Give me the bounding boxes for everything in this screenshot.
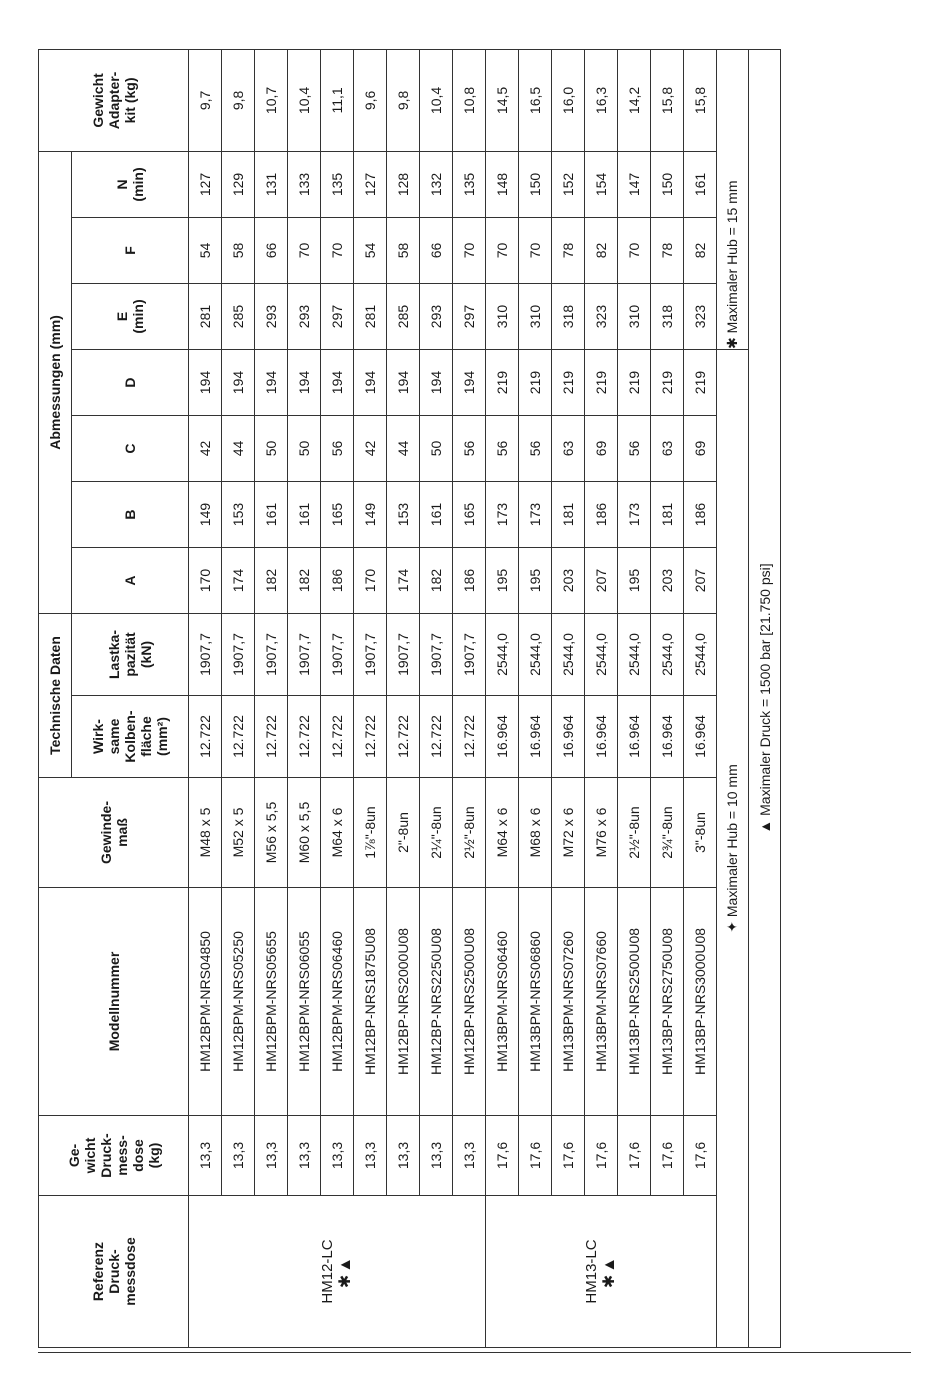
dim-a: 207 (585, 548, 618, 614)
kit-weight: 9,7 (189, 49, 222, 151)
cell-weight: 17,6 (618, 1116, 651, 1196)
dim-b: 161 (288, 482, 321, 548)
thread-size: M64 x 6 (486, 778, 519, 888)
model-number: HM13BP-NRS2500U08 (618, 888, 651, 1116)
cell-weight: 13,3 (288, 1116, 321, 1196)
kit-weight: 9,6 (354, 49, 387, 151)
dim-c: 56 (321, 416, 354, 482)
table-row (651, 49, 684, 1347)
dim-d: 194 (354, 350, 387, 416)
piston-area: 16.964 (486, 696, 519, 778)
header-e: E (min) (72, 284, 189, 350)
table-row (486, 49, 519, 1347)
dim-n: 129 (222, 151, 255, 217)
dim-d: 219 (585, 350, 618, 416)
dim-c: 42 (354, 416, 387, 482)
dim-a: 174 (222, 548, 255, 614)
dim-d: 194 (420, 350, 453, 416)
dim-f: 66 (255, 218, 288, 284)
footnote-pressure: ▲ Maximaler Druck = 1500 bar [21.750 psi] (749, 49, 781, 1347)
load-capacity: 1907,7 (453, 614, 486, 696)
dim-b: 165 (321, 482, 354, 548)
kit-weight: 10,4 (288, 49, 321, 151)
load-capacity: 1907,7 (387, 614, 420, 696)
dim-b: 153 (387, 482, 420, 548)
dim-e: 310 (486, 284, 519, 350)
dim-d: 219 (684, 350, 717, 416)
dim-d: 194 (321, 350, 354, 416)
thread-size: 2½"-8un (618, 778, 651, 888)
footnote-row-2 (749, 49, 781, 1347)
thread-size: 2¼"-8un (420, 778, 453, 888)
header-ref: Referenz Druck- messdose (39, 1196, 189, 1348)
cell-weight: 17,6 (552, 1116, 585, 1196)
dim-c: 69 (684, 416, 717, 482)
thread-size: 3"-8un (684, 778, 717, 888)
dim-b: 173 (618, 482, 651, 548)
group-name: HM13-LC (583, 1239, 600, 1304)
dim-n: 133 (288, 151, 321, 217)
dim-f: 70 (288, 218, 321, 284)
table-row (585, 49, 618, 1347)
header-c: C (72, 416, 189, 482)
header-thread: Gewinde- maß (39, 778, 189, 888)
dim-a: 195 (519, 548, 552, 614)
dim-c: 50 (288, 416, 321, 482)
group-name: HM12-LC (319, 1239, 336, 1304)
cell-weight: 13,3 (321, 1116, 354, 1196)
load-capacity: 1907,7 (288, 614, 321, 696)
dim-e: 297 (453, 284, 486, 350)
header-a: A (72, 548, 189, 614)
load-capacity: 2544,0 (486, 614, 519, 696)
load-capacity: 2544,0 (552, 614, 585, 696)
dim-d: 194 (222, 350, 255, 416)
dim-f: 54 (189, 218, 222, 284)
dim-e: 297 (321, 284, 354, 350)
piston-area: 12.722 (255, 696, 288, 778)
group-label (486, 1196, 717, 1348)
dim-f: 78 (552, 218, 585, 284)
load-capacity: 1907,7 (222, 614, 255, 696)
dim-a: 182 (255, 548, 288, 614)
dim-f: 70 (618, 218, 651, 284)
table-row (222, 49, 255, 1347)
dim-e: 323 (684, 284, 717, 350)
dim-c: 63 (552, 416, 585, 482)
header-b: B (72, 482, 189, 548)
dim-f: 70 (321, 218, 354, 284)
dim-d: 219 (618, 350, 651, 416)
cell-weight: 13,3 (354, 1116, 387, 1196)
dim-f: 82 (684, 218, 717, 284)
thread-size: M76 x 6 (585, 778, 618, 888)
kit-weight: 10,4 (420, 49, 453, 151)
header-model: Modellnummer (39, 888, 189, 1116)
piston-area: 16.964 (519, 696, 552, 778)
piston-area: 12.722 (354, 696, 387, 778)
dim-d: 194 (255, 350, 288, 416)
dim-f: 58 (222, 218, 255, 284)
dim-n: 131 (255, 151, 288, 217)
dim-e: 293 (255, 284, 288, 350)
model-number: HM12BP-NRS2000U08 (387, 888, 420, 1116)
load-capacity: 1907,7 (354, 614, 387, 696)
thread-size: M72 x 6 (552, 778, 585, 888)
dim-c: 63 (651, 416, 684, 482)
model-number: HM12BPM-NRS06460 (321, 888, 354, 1116)
dim-d: 194 (387, 350, 420, 416)
piston-area: 16.964 (684, 696, 717, 778)
dim-n: 127 (354, 151, 387, 217)
cell-weight: 13,3 (189, 1116, 222, 1196)
header-area: Wirk- same Kolben- fläche (mm²) (72, 696, 189, 778)
load-capacity: 2544,0 (684, 614, 717, 696)
model-number: HM12BP-NRS1875U08 (354, 888, 387, 1116)
table-body (189, 49, 717, 1347)
thread-size: M56 x 5,5 (255, 778, 288, 888)
dim-b: 149 (354, 482, 387, 548)
dim-a: 203 (651, 548, 684, 614)
dim-d: 219 (552, 350, 585, 416)
dim-e: 310 (519, 284, 552, 350)
dim-f: 58 (387, 218, 420, 284)
table-row (288, 49, 321, 1347)
dim-c: 56 (519, 416, 552, 482)
rotated-table-wrapper (38, 50, 798, 1348)
thread-size: 2½"-8un (453, 778, 486, 888)
cell-weight: 13,3 (387, 1116, 420, 1196)
header-n: N (min) (72, 151, 189, 217)
model-number: HM13BP-NRS2750U08 (651, 888, 684, 1116)
cell-weight: 17,6 (519, 1116, 552, 1196)
dim-b: 173 (486, 482, 519, 548)
dim-d: 194 (288, 350, 321, 416)
thread-size: M68 x 6 (519, 778, 552, 888)
dim-e: 285 (222, 284, 255, 350)
model-number: HM12BPM-NRS05250 (222, 888, 255, 1116)
dim-b: 165 (453, 482, 486, 548)
table-row (420, 49, 453, 1347)
kit-weight: 15,8 (651, 49, 684, 151)
cell-weight: 13,3 (420, 1116, 453, 1196)
table-row (387, 49, 420, 1347)
table-row (519, 49, 552, 1347)
dim-n: 150 (519, 151, 552, 217)
table-row (684, 49, 717, 1347)
dim-e: 323 (585, 284, 618, 350)
dim-c: 56 (453, 416, 486, 482)
dim-c: 42 (189, 416, 222, 482)
dim-c: 50 (255, 416, 288, 482)
dim-a: 182 (288, 548, 321, 614)
dim-c: 44 (222, 416, 255, 482)
dim-e: 293 (420, 284, 453, 350)
model-number: HM13BPM-NRS06860 (519, 888, 552, 1116)
model-number: HM13BP-NRS3000U08 (684, 888, 717, 1116)
dim-n: 152 (552, 151, 585, 217)
dim-a: 182 (420, 548, 453, 614)
dim-b: 181 (552, 482, 585, 548)
dim-n: 128 (387, 151, 420, 217)
header-d: D (72, 350, 189, 416)
table-row (189, 49, 222, 1347)
dim-f: 70 (453, 218, 486, 284)
dim-b: 173 (519, 482, 552, 548)
load-capacity: 1907,7 (255, 614, 288, 696)
dim-n: 148 (486, 151, 519, 217)
load-capacity: 1907,7 (420, 614, 453, 696)
dim-b: 186 (585, 482, 618, 548)
dim-b: 181 (651, 482, 684, 548)
cell-weight: 13,3 (222, 1116, 255, 1196)
header-f: F (72, 218, 189, 284)
model-number: HM12BP-NRS2500U08 (453, 888, 486, 1116)
cell-weight: 13,3 (453, 1116, 486, 1196)
table-row (255, 49, 288, 1347)
model-number: HM12BPM-NRS05655 (255, 888, 288, 1116)
dim-d: 219 (651, 350, 684, 416)
footnote-hub-15: ✱ Maximaler Hub = 15 mm (717, 49, 749, 349)
thread-size: 1⅞"-8un (354, 778, 387, 888)
dim-b: 153 (222, 482, 255, 548)
dim-n: 127 (189, 151, 222, 217)
dim-e: 281 (189, 284, 222, 350)
dim-a: 174 (387, 548, 420, 614)
dim-a: 207 (684, 548, 717, 614)
dim-f: 54 (354, 218, 387, 284)
load-capacity: 2544,0 (618, 614, 651, 696)
piston-area: 12.722 (420, 696, 453, 778)
piston-area: 12.722 (288, 696, 321, 778)
bottom-rule (38, 1352, 911, 1353)
dim-a: 195 (618, 548, 651, 614)
dim-e: 318 (651, 284, 684, 350)
kit-weight: 9,8 (222, 49, 255, 151)
dim-f: 78 (651, 218, 684, 284)
kit-weight: 14,2 (618, 49, 651, 151)
piston-area: 12.722 (387, 696, 420, 778)
dim-d: 194 (189, 350, 222, 416)
dim-d: 219 (519, 350, 552, 416)
dim-n: 132 (420, 151, 453, 217)
kit-weight: 10,8 (453, 49, 486, 151)
model-number: HM13BPM-NRS06460 (486, 888, 519, 1116)
dim-e: 318 (552, 284, 585, 350)
thread-size: M64 x 6 (321, 778, 354, 888)
cell-weight: 13,3 (255, 1116, 288, 1196)
dim-a: 195 (486, 548, 519, 614)
load-capacity: 2544,0 (651, 614, 684, 696)
dim-n: 147 (618, 151, 651, 217)
kit-weight: 9,8 (387, 49, 420, 151)
dim-a: 186 (321, 548, 354, 614)
dim-a: 186 (453, 548, 486, 614)
dim-c: 44 (387, 416, 420, 482)
piston-area: 12.722 (222, 696, 255, 778)
thread-size: M60 x 5,5 (288, 778, 321, 888)
dim-b: 186 (684, 482, 717, 548)
dim-b: 149 (189, 482, 222, 548)
kit-weight: 16,3 (585, 49, 618, 151)
dim-c: 50 (420, 416, 453, 482)
thread-size: M48 x 5 (189, 778, 222, 888)
header-capacity: Lastka- pazität (kN) (72, 614, 189, 696)
model-number: HM12BPM-NRS04850 (189, 888, 222, 1116)
table-row (321, 49, 354, 1347)
dim-n: 161 (684, 151, 717, 217)
dim-e: 293 (288, 284, 321, 350)
cell-weight: 17,6 (684, 1116, 717, 1196)
dim-b: 161 (420, 482, 453, 548)
piston-area: 12.722 (321, 696, 354, 778)
dim-f: 82 (585, 218, 618, 284)
piston-area: 16.964 (618, 696, 651, 778)
thread-size: 2"-8un (387, 778, 420, 888)
dim-e: 310 (618, 284, 651, 350)
load-capacity: 2544,0 (585, 614, 618, 696)
table-row (453, 49, 486, 1347)
table-row (618, 49, 651, 1347)
dim-n: 135 (321, 151, 354, 217)
model-number: HM12BP-NRS2250U08 (420, 888, 453, 1116)
dim-c: 56 (486, 416, 519, 482)
cell-weight: 17,6 (651, 1116, 684, 1196)
piston-area: 16.964 (585, 696, 618, 778)
load-capacity: 1907,7 (189, 614, 222, 696)
dim-f: 70 (486, 218, 519, 284)
kit-weight: 15,8 (684, 49, 717, 151)
piston-area: 12.722 (189, 696, 222, 778)
kit-weight: 16,0 (552, 49, 585, 151)
cell-weight: 17,6 (585, 1116, 618, 1196)
kit-weight: 11,1 (321, 49, 354, 151)
dim-a: 203 (552, 548, 585, 614)
dim-f: 70 (519, 218, 552, 284)
piston-area: 12.722 (453, 696, 486, 778)
header-row-top (39, 49, 72, 1347)
specification-table (38, 49, 781, 1348)
group-symbols: ✱▲ (601, 1254, 618, 1289)
load-capacity: 2544,0 (519, 614, 552, 696)
dim-f: 66 (420, 218, 453, 284)
model-number: HM13BPM-NRS07660 (585, 888, 618, 1116)
piston-area: 16.964 (552, 696, 585, 778)
group-symbols: ✱▲ (337, 1254, 354, 1289)
dim-b: 161 (255, 482, 288, 548)
footnote-hub-10: ✦ Maximaler Hub = 10 mm (717, 350, 749, 1348)
dim-c: 69 (585, 416, 618, 482)
header-cell-weight: Ge- wicht Druck- mess- dose (kg) (39, 1116, 189, 1196)
dim-e: 281 (354, 284, 387, 350)
kit-weight: 16,5 (519, 49, 552, 151)
dim-n: 154 (585, 151, 618, 217)
dim-a: 170 (354, 548, 387, 614)
cell-weight: 17,6 (486, 1116, 519, 1196)
kit-weight: 14,5 (486, 49, 519, 151)
dim-e: 285 (387, 284, 420, 350)
thread-size: 2¾"-8un (651, 778, 684, 888)
dim-c: 56 (618, 416, 651, 482)
model-number: HM13BPM-NRS07260 (552, 888, 585, 1116)
kit-weight: 10,7 (255, 49, 288, 151)
model-number: HM12BPM-NRS06055 (288, 888, 321, 1116)
piston-area: 16.964 (651, 696, 684, 778)
dim-n: 150 (651, 151, 684, 217)
load-capacity: 1907,7 (321, 614, 354, 696)
thread-size: M52 x 5 (222, 778, 255, 888)
dim-n: 135 (453, 151, 486, 217)
header-tech: Technische Daten (39, 614, 72, 778)
dim-d: 194 (453, 350, 486, 416)
dim-d: 219 (486, 350, 519, 416)
group-label (189, 1196, 486, 1348)
header-dims: Abmessungen (mm) (39, 151, 72, 613)
table-row (552, 49, 585, 1347)
footnote-row-1 (717, 49, 749, 1347)
table-row (354, 49, 387, 1347)
header-kit-weight: Gewicht Adapter- kit (kg) (39, 49, 189, 151)
dim-a: 170 (189, 548, 222, 614)
